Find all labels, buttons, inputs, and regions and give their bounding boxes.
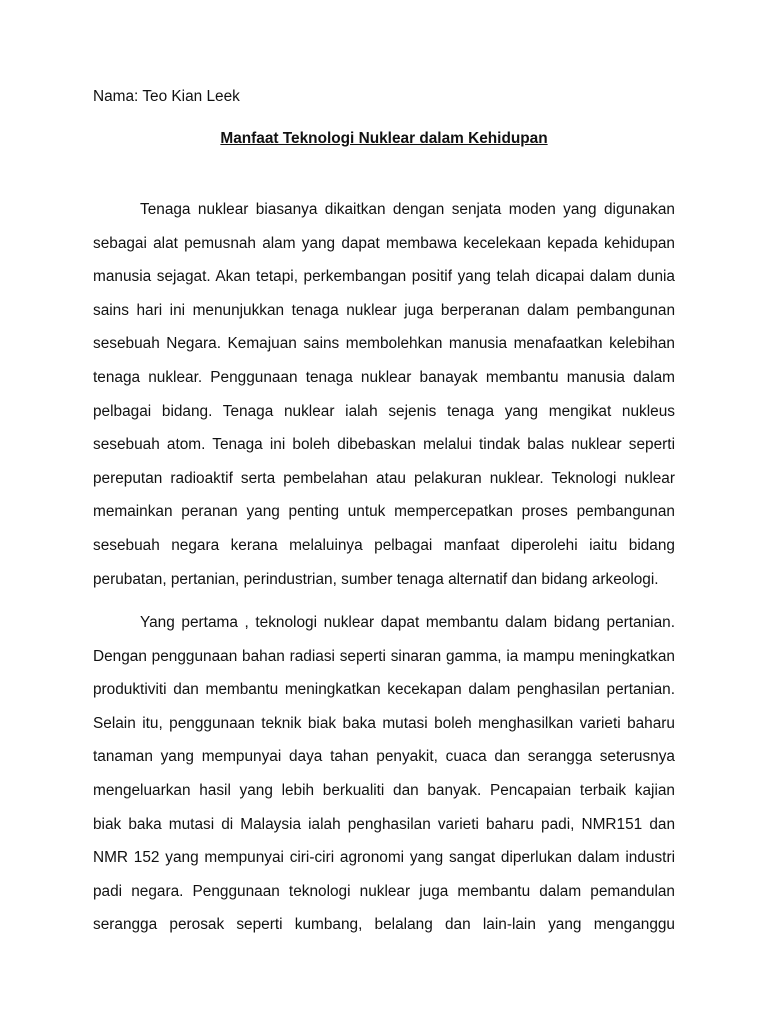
paragraph-1 (93, 193, 675, 596)
text-line: Selain itu, penggunaan teknik biak baka mutasi boleh menghasilkan varieti baharu (93, 714, 675, 732)
text-line: pereputan radioaktif serta pembelahan atau pelakuran nuklear. Teknologi nuklear (93, 469, 675, 487)
text-line: Dengan penggunaan bahan radiasi seperti sinaran gamma, ia mampu meningkatkan (93, 647, 675, 665)
text-line: Tenaga nuklear biasanya dikaitkan dengan senjata moden yang digunakan (140, 201, 675, 218)
text-line: sesebuah negara kerana melaluinya pelbagai manfaat diperolehi iaitu bidang (93, 536, 675, 554)
text-line: biak baka mutasi di Malaysia ialah penghasilan varieti baharu padi, NMR151 dan (93, 815, 675, 833)
text-line: tanaman yang mempunyai daya tahan penyakit, cuaca dan serangga seterusnya (93, 748, 675, 766)
text-line: sebagai alat pemusnah alam yang dapat membawa kecelekaan kepada kehidupan (93, 234, 675, 252)
text-line: perubatan, pertanian, perindustrian, sumber tenaga alternatif dan bidang arkeologi. (93, 570, 659, 588)
document-title: Manfaat Teknologi Nuklear dalam Kehidupan (220, 130, 548, 147)
text-line: tenaga nuklear. Penggunaan tenaga nuklear banayak membantu manusia dalam (93, 368, 675, 386)
text-line: sesebuah Negara. Kemajuan sains membolehkan manusia menafaatkan kelebihan (93, 335, 675, 353)
paragraph-2 (93, 606, 675, 942)
text-line: sains hari ini menunjukkan tenaga nuklear juga berperanan dalam pembangunan (93, 301, 675, 319)
text-line: memainkan peranan yang penting untuk mempercepatkan proses pembangunan (93, 503, 675, 521)
text-line: serangga perosak seperti kumbang, belalang dan lain-lain yang menganggu (93, 916, 675, 934)
text-line: mengeluarkan hasil yang lebih berkualiti dan banyak. Pencapaian terbaik kajian (93, 781, 675, 799)
text-line: Yang pertama , teknologi nuklear dapat membantu dalam bidang pertanian. (140, 614, 675, 631)
text-line: NMR 152 yang mempunyai ciri-ciri agronomi yang sangat diperlukan dalam industri (93, 849, 675, 867)
text-line: produktiviti dan membantu meningkatkan kecekapan dalam penghasilan pertanian. (93, 681, 675, 699)
text-line: pelbagai bidang. Tenaga nuklear ialah sejenis tenaga yang mengikat nukleus (93, 402, 675, 420)
text-line: sesebuah atom. Tenaga ini boleh dibebaskan melalui tindak balas nuklear seperti (93, 436, 675, 454)
author-name-line: Nama: Teo Kian Leek (93, 88, 240, 105)
text-line: manusia sejagat. Akan tetapi, perkembangan positif yang telah dicapai dalam dunia (93, 268, 675, 286)
text-line: padi negara. Penggunaan teknologi nuklear juga membantu dalam pemandulan (93, 882, 675, 900)
